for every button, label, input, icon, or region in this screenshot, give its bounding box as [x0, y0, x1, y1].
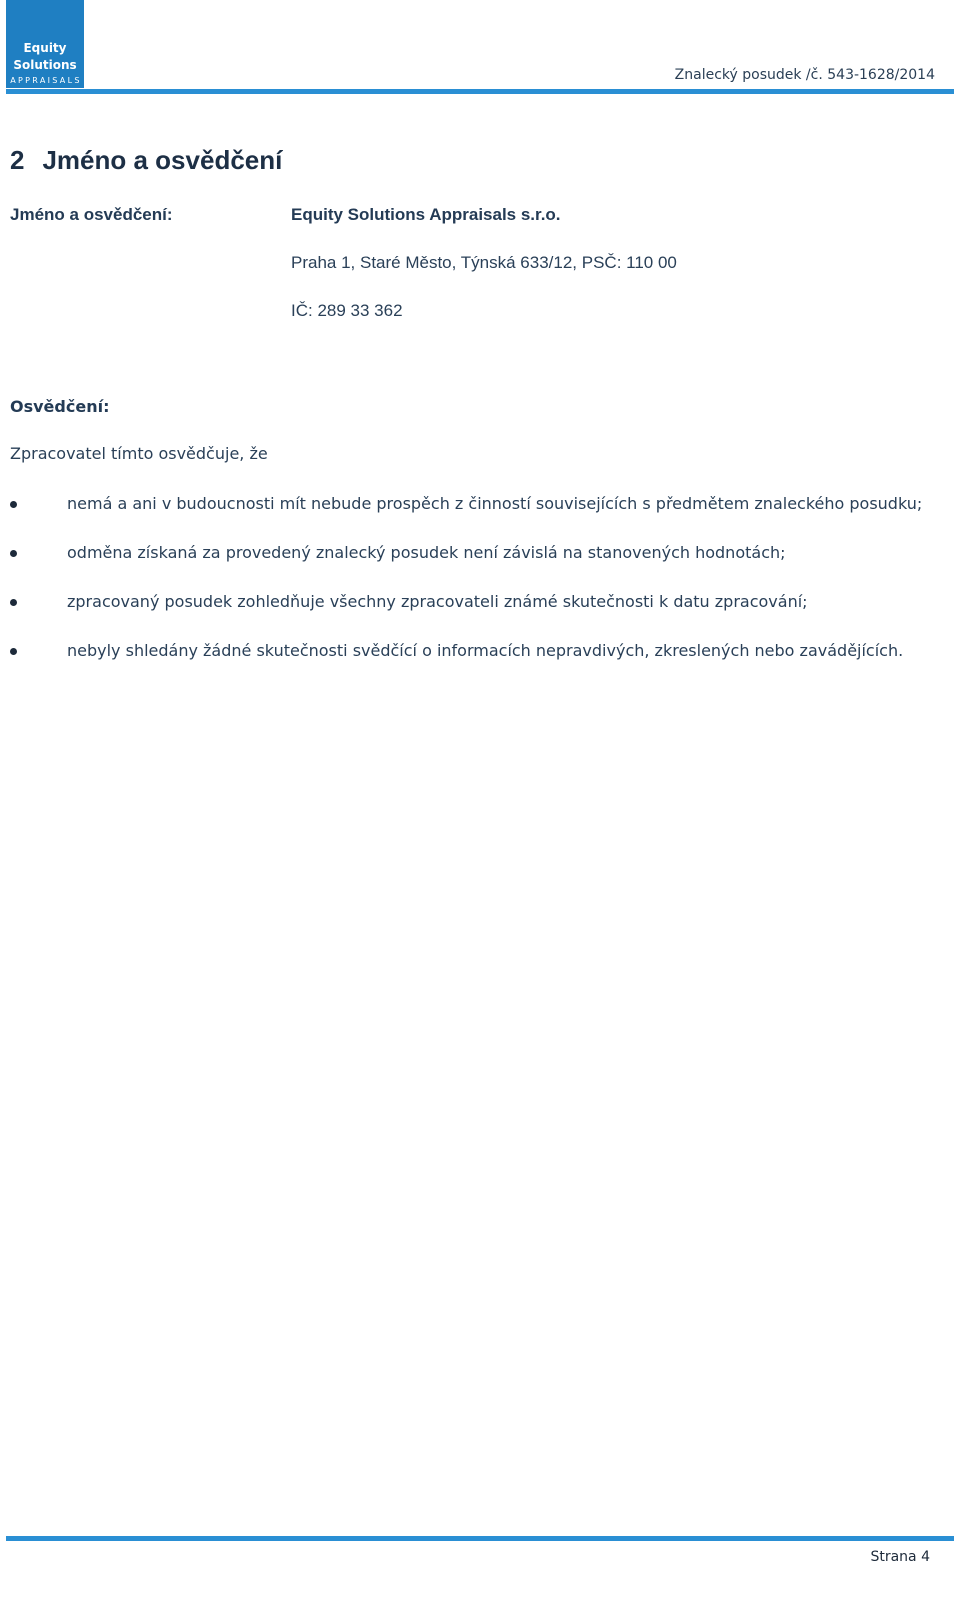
- list-item: [10, 541, 924, 565]
- bullet-icon: [10, 599, 17, 606]
- company-ico: IČ: 289 33 362: [291, 301, 403, 320]
- certification-heading: Osvědčení:: [10, 397, 110, 416]
- list-item: [10, 590, 924, 614]
- identity-label: Jméno a osvědčení:: [10, 205, 173, 224]
- section-number: 2: [10, 145, 25, 175]
- list-item-text: nemá a ani v budoucnosti mít nebude prospěch z činností souvisejících s předmětem znaleckého posudku;: [67, 494, 923, 513]
- bullet-icon: [10, 501, 17, 508]
- list-item: [10, 639, 924, 663]
- footer-divider: [6, 1536, 954, 1541]
- company-logo: [6, 0, 84, 88]
- company-name: Equity Solutions Appraisals s.r.o.: [291, 205, 561, 224]
- bullet-icon: [10, 648, 17, 655]
- section-title: Jméno a osvědčení: [42, 145, 283, 175]
- list-item: [10, 492, 924, 516]
- page-number: Strana 4: [870, 1549, 930, 1565]
- list-item-text: odměna získaná za provedený znalecký posudek není závislá na stanovených hodnotách;: [67, 543, 786, 562]
- document-reference: Znalecký posudek /č. 543-1628/2014: [674, 67, 935, 83]
- list-item-text: zpracovaný posudek zohledňuje všechny zpracovateli známé skutečnosti k datu zpracování;: [67, 592, 808, 611]
- certification-list: [10, 492, 924, 688]
- section-heading: [10, 145, 282, 176]
- logo-line-solutions: Solutions: [13, 58, 77, 72]
- bullet-icon: [10, 550, 17, 557]
- logo-line-appraisals: APPRAISALS: [10, 76, 82, 85]
- logo-line-equity: Equity: [23, 41, 67, 55]
- certification-intro: Zpracovatel tímto osvědčuje, že: [10, 444, 268, 463]
- header-divider: [6, 89, 954, 94]
- list-item-text: nebyly shledány žádné skutečnosti svědčící o informacích nepravdivých, zkreslených nebo zavádějících.: [67, 641, 904, 660]
- company-address: Praha 1, Staré Město, Týnská 633/12, PSČ: 110 00: [291, 253, 677, 272]
